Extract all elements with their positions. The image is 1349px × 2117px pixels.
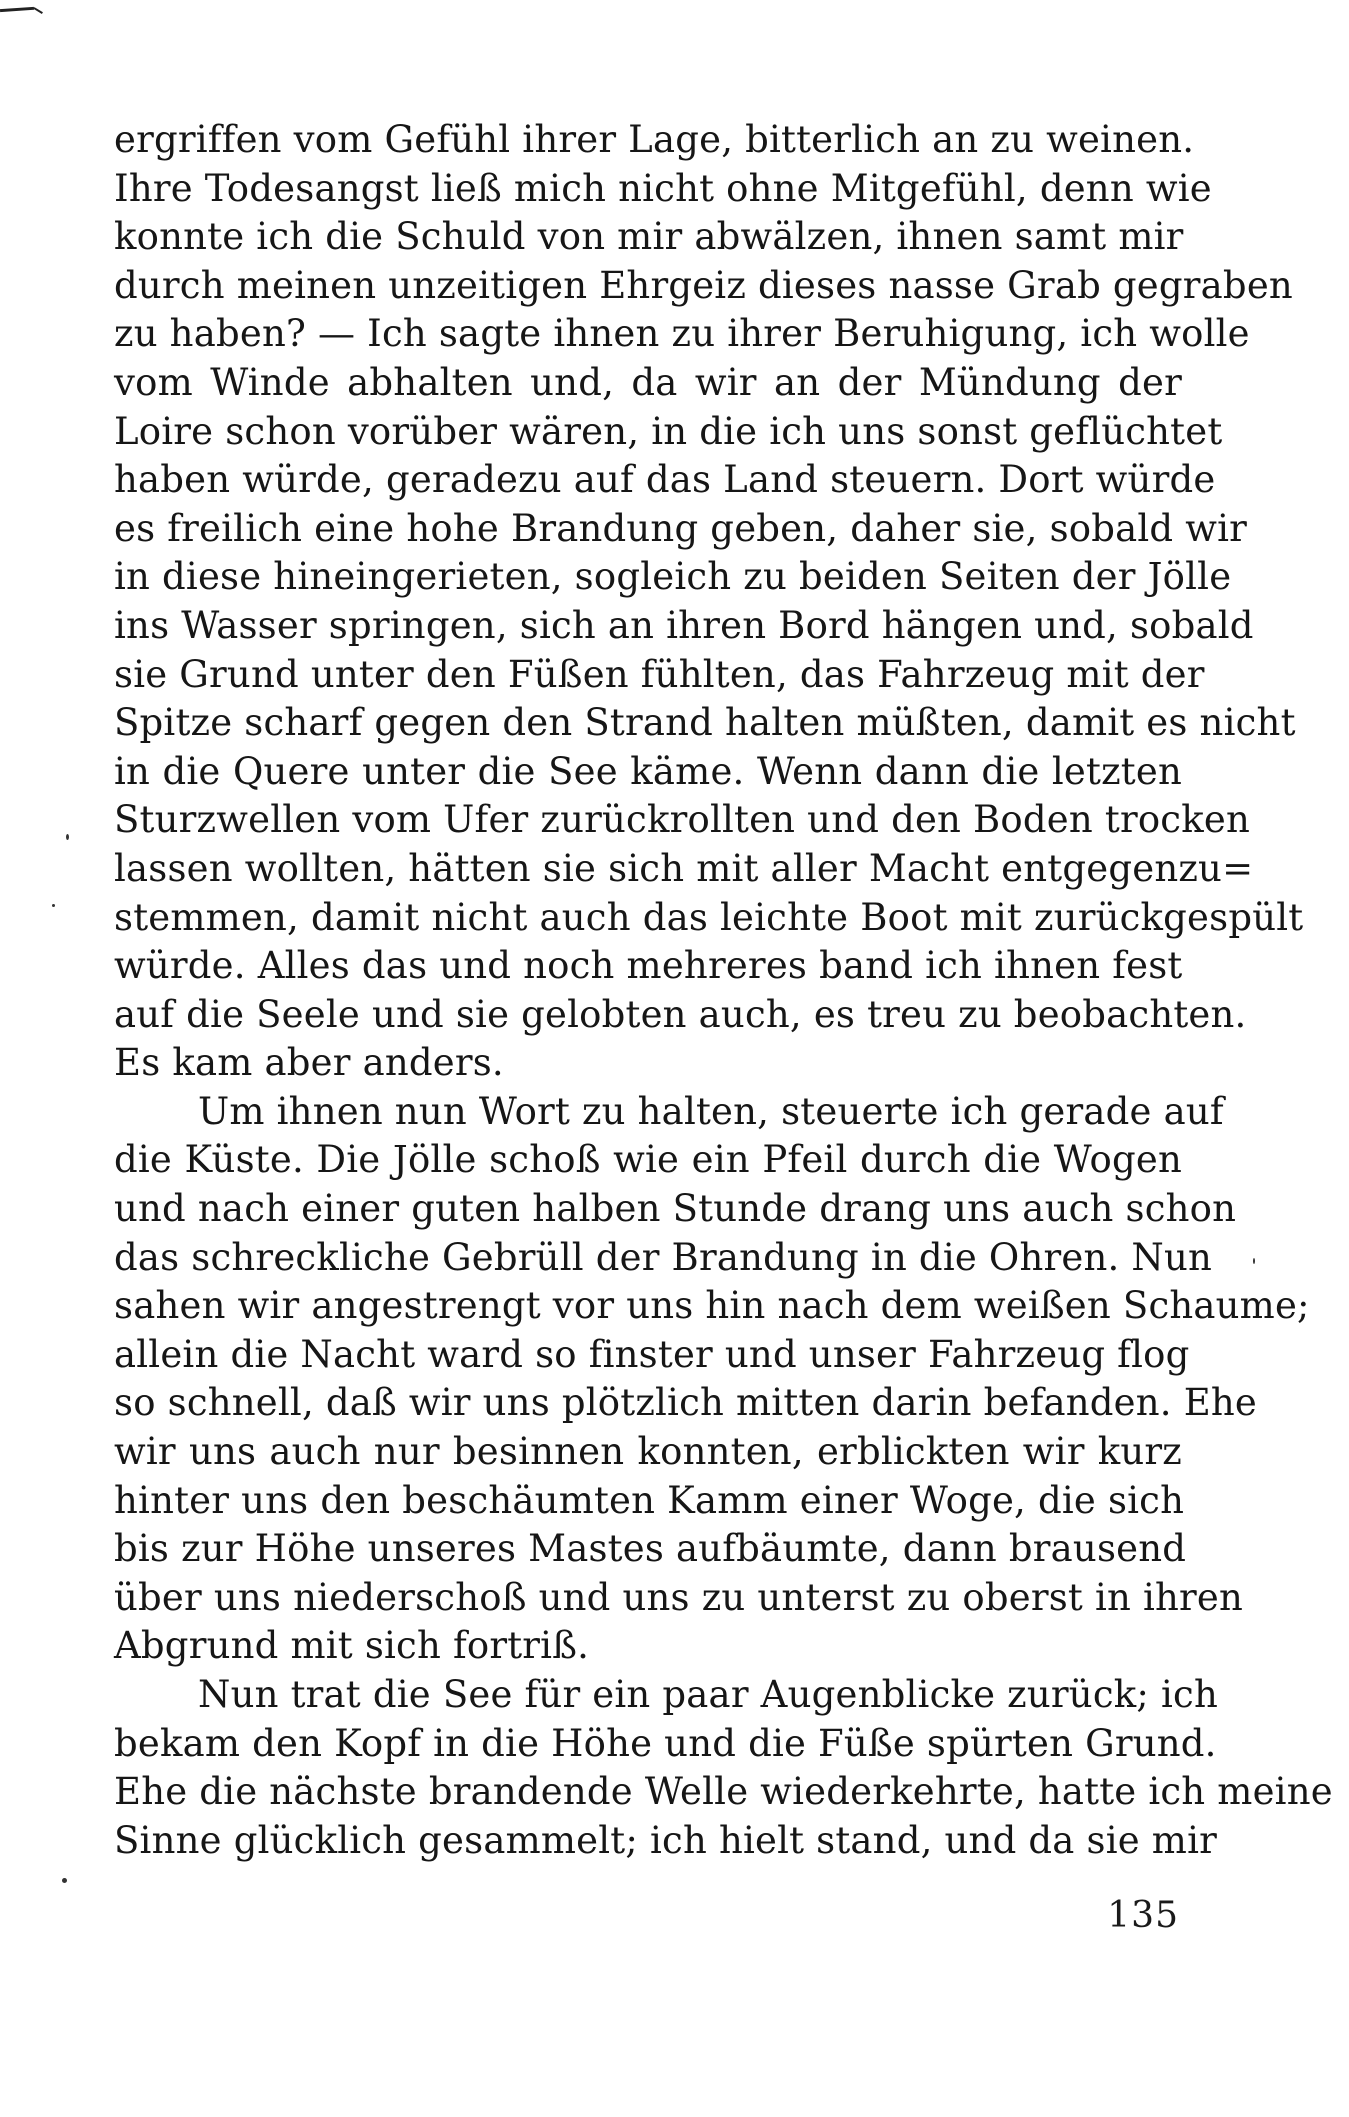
page-number: 135: [1107, 1895, 1179, 1936]
text-line: Ehe die nächste brandende Welle wiederkehrte, hatte ich meine: [114, 1770, 1333, 1814]
text-line: sahen wir angestrengt vor uns hin nach dem weißen Schaume;: [114, 1284, 1310, 1328]
text-line: stemmen, damit nicht auch das leichte Boot mit zurückgespült: [114, 895, 1304, 939]
body-text: [114, 116, 1333, 1865]
text-line: Es kam aber anders.: [114, 1041, 504, 1085]
text-line: bekam den Kopf in die Höhe und die Füße spürten Grund.: [114, 1721, 1217, 1765]
scan-speck: [1253, 1258, 1255, 1264]
text-line: ergriffen vom Gefühl ihrer Lage, bitterlich an zu weinen.: [114, 118, 1195, 161]
text-line: sie Grund unter den Füßen fühlten, das Fahrzeug mit der: [114, 652, 1205, 696]
scan-speck: [52, 904, 55, 907]
text-line: über uns niederschoß und uns zu unterst zu oberst in ihren: [114, 1575, 1244, 1619]
scan-speck: [62, 1878, 67, 1883]
text-line: auf die Seele und sie gelobten auch, es treu zu beobachten.: [114, 992, 1247, 1036]
text-line: ins Wasser springen, sich an ihren Bord hängen und, sobald: [114, 603, 1254, 647]
text-line: Spitze scharf gegen den Strand halten müßten, damit es nicht: [114, 701, 1296, 745]
text-line: allein die Nacht ward so finster und unser Fahrzeug flog: [114, 1332, 1190, 1376]
text-line: das schreckliche Gebrüll der Brandung in die Ohren. Nun: [114, 1235, 1213, 1279]
text-line: Loire schon vorüber wären, in die ich uns sonst geflüchtet: [114, 409, 1223, 453]
text-line: Um ihnen nun Wort zu halten, steuerte ich gerade auf: [198, 1089, 1224, 1133]
text-line: lassen wollten, hätten sie sich mit aller Macht entgegenzu=: [114, 846, 1254, 890]
text-line: hinter uns den beschäumten Kamm einer Woge, die sich: [114, 1478, 1185, 1522]
text-line: Ihre Todesangst ließ mich nicht ohne Mitgefühl, denn wie: [114, 166, 1212, 210]
text-line: bis zur Höhe unseres Mastes aufbäumte, dann brausend: [114, 1527, 1187, 1571]
text-line: wir uns auch nur besinnen konnten, erblickten wir kurz: [114, 1430, 1182, 1474]
text-line: konnte ich die Schuld von mir abwälzen, ihnen samt mir: [114, 215, 1184, 259]
text-line: in diese hineingerieten, sogleich zu beiden Seiten der Jölle: [114, 555, 1232, 599]
text-line: durch meinen unzeitigen Ehrgeiz dieses nasse Grab gegraben: [114, 263, 1293, 307]
text-line: es freilich eine hohe Brandung geben, daher sie, sobald wir: [114, 506, 1248, 550]
text-line: in die Quere unter die See käme. Wenn dann die letzten: [114, 749, 1182, 793]
text-line: vom Winde abhalten und, da wir an der Mündung der: [114, 360, 1182, 404]
text-line: würde. Alles das und noch mehreres band ich ihnen fest: [114, 944, 1183, 988]
text-line: haben würde, geradezu auf das Land steuern. Dort würde: [114, 458, 1216, 502]
text-line: und nach einer guten halben Stunde drang uns auch schon: [114, 1187, 1237, 1231]
text-line: Abgrund mit sich fortriß.: [114, 1624, 590, 1668]
text-line: die Küste. Die Jölle schoß wie ein Pfeil durch die Wogen: [114, 1138, 1182, 1182]
text-line: Nun trat die See für ein paar Augenblicke zurück; ich: [198, 1673, 1218, 1716]
text-line: Sturzwellen vom Ufer zurückrollten und den Boden trocken: [114, 798, 1250, 842]
text-line: so schnell, daß wir uns plötzlich mitten darin befanden. Ehe: [114, 1381, 1258, 1425]
text-line: zu haben? — Ich sagte ihnen zu ihrer Beruhigung, ich wolle: [114, 312, 1250, 356]
scan-corner-mark: [0, 7, 34, 12]
text-line: Sinne glücklich gesammelt; ich hielt stand, und da sie mir: [114, 1818, 1218, 1862]
scan-speck: [66, 834, 69, 840]
